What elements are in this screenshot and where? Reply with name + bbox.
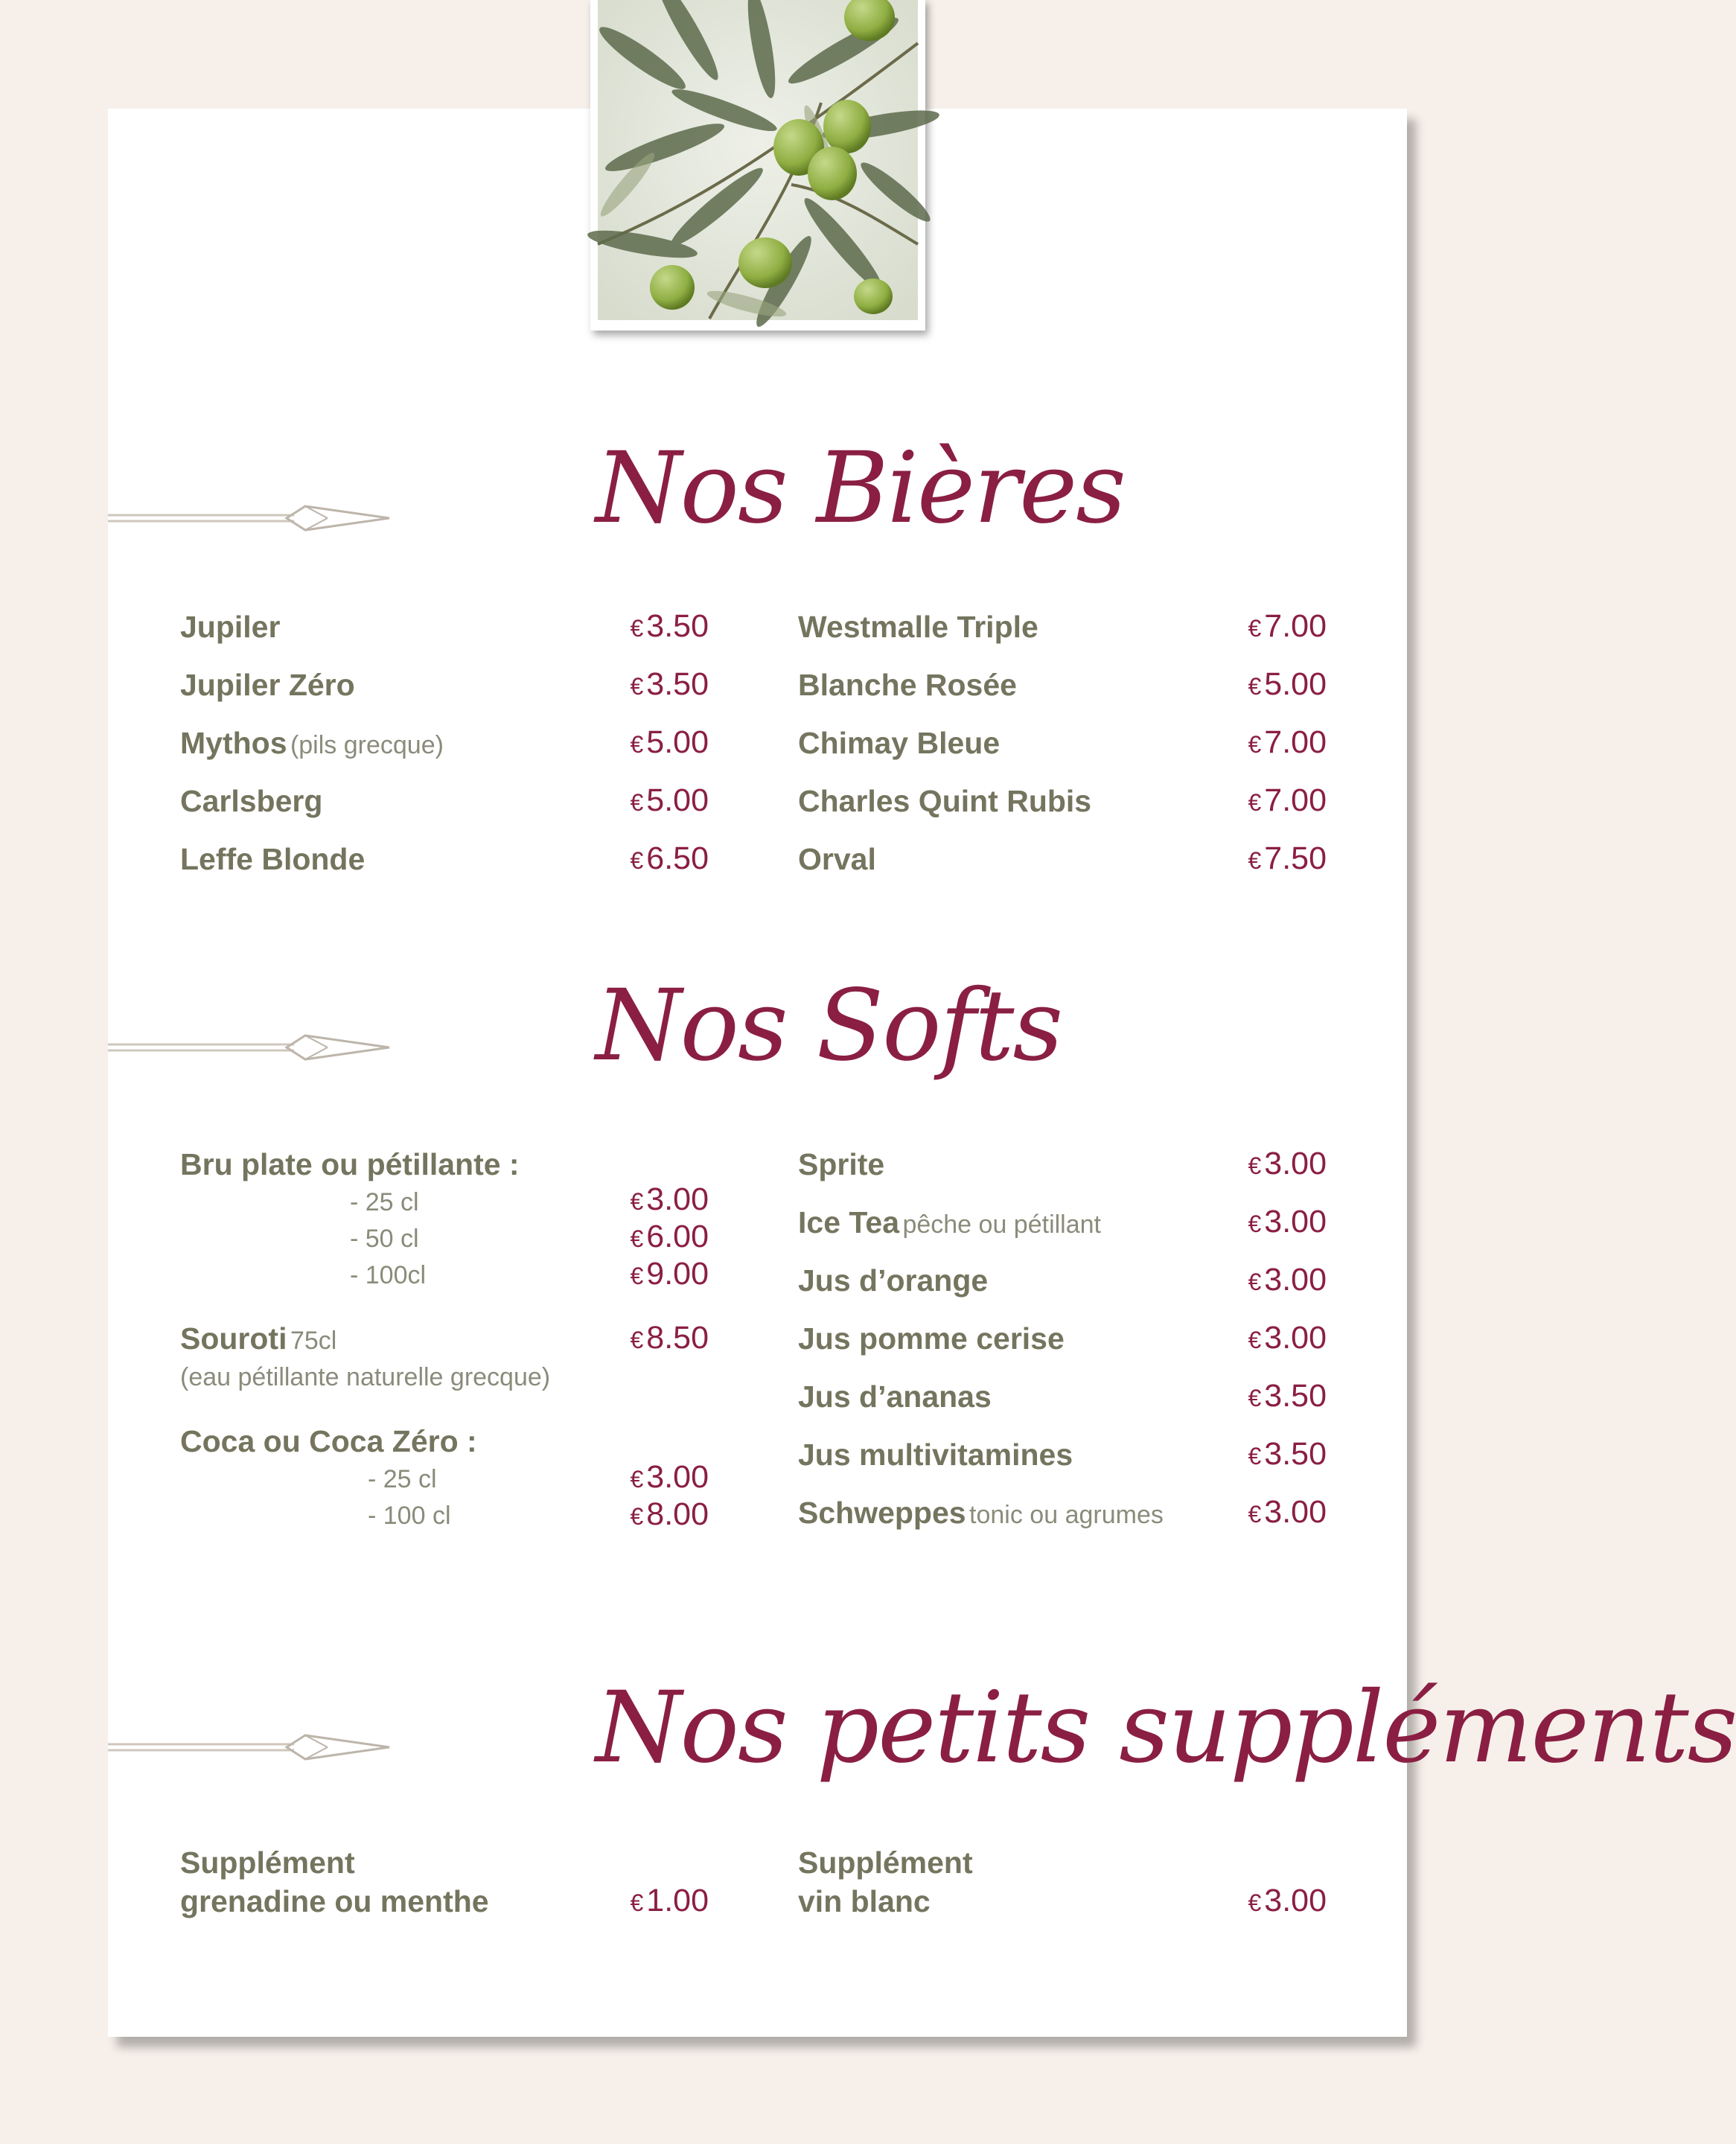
soft-price: €3.00: [1248, 1320, 1327, 1356]
beer-price: €7.00: [1248, 608, 1327, 644]
soft-price: €3.00: [1248, 1204, 1327, 1240]
beer-name: Jupiler: [180, 610, 281, 644]
beer-price: €7.50: [1248, 840, 1327, 876]
soft-price: €3.00: [1248, 1146, 1327, 1181]
supplements-title: Nos petits suppléments: [596, 1671, 1736, 1785]
supplement-label: vin blanc: [798, 1884, 931, 1918]
beer-name: Charles Quint Rubis: [798, 784, 1092, 818]
soft-price: €3.50: [1248, 1378, 1327, 1414]
soft-name: Jus multivitamines: [798, 1438, 1073, 1472]
soft-price: €3.00: [1248, 1262, 1327, 1298]
soft-item: Souroti 75cl: [180, 1321, 337, 1356]
beer-item: Mythos (pils grecque): [180, 726, 444, 760]
supplement-label: Supplément: [180, 1845, 355, 1880]
section-arrow-supplements: [108, 1732, 391, 1762]
soft-size: - 50 cl: [350, 1225, 419, 1253]
beer-name: Orval: [798, 842, 876, 876]
supplement-label: grenadine ou menthe: [180, 1884, 489, 1918]
beers-title: Nos Bières: [596, 431, 1125, 546]
section-arrow-beers: [108, 503, 391, 533]
beer-name: Carlsberg: [180, 784, 323, 818]
soft-name: Sprite: [798, 1147, 885, 1181]
soft-price: €9.00: [630, 1256, 709, 1292]
soft-price: €6.00: [630, 1219, 709, 1254]
beer-price: €7.00: [1248, 782, 1327, 818]
soft-price: €3.00: [1248, 1494, 1327, 1530]
section-arrow-softs: [108, 1033, 391, 1062]
soft-price: €8.00: [630, 1496, 709, 1532]
soft-name: Bru plate ou pétillante :: [180, 1147, 520, 1181]
soft-name: Coca ou Coca Zéro :: [180, 1424, 477, 1458]
soft-size: - 25 cl: [368, 1465, 437, 1493]
beer-price: €5.00: [630, 782, 709, 818]
supplement-price: €1.00: [630, 1883, 709, 1918]
beer-price: €7.00: [1248, 724, 1327, 760]
soft-item: Ice Tea pêche ou pétillant: [798, 1205, 1101, 1240]
olive-branch-image: [598, 0, 918, 320]
soft-size: - 100cl: [350, 1261, 427, 1289]
soft-size: - 100 cl: [368, 1502, 451, 1530]
beer-price: €3.50: [630, 666, 709, 702]
supplement-label: Supplément: [798, 1845, 973, 1880]
beer-price: €5.00: [1248, 666, 1327, 702]
beer-price: €5.00: [630, 724, 709, 760]
soft-name: Jus pomme cerise: [798, 1321, 1065, 1356]
soft-price: €3.00: [630, 1181, 709, 1217]
beer-price: €3.50: [630, 608, 709, 644]
soft-price: €3.50: [1248, 1436, 1327, 1472]
beer-price: €6.50: [630, 840, 709, 876]
soft-name: Jus d’orange: [798, 1263, 989, 1298]
soft-size: - 25 cl: [350, 1188, 419, 1216]
beer-name: Blanche Rosée: [798, 668, 1017, 702]
soft-price: €8.50: [630, 1320, 709, 1356]
beer-name: Jupiler Zéro: [180, 668, 355, 702]
softs-title: Nos Softs: [596, 969, 1062, 1083]
olive-photo-frame: [590, 0, 925, 331]
soft-item: Schweppes tonic ou agrumes: [798, 1496, 1164, 1530]
beer-name: Leffe Blonde: [180, 842, 366, 876]
supplement-price: €3.00: [1248, 1883, 1327, 1918]
beer-name: Chimay Bleue: [798, 726, 1001, 760]
beer-name: Westmalle Triple: [798, 610, 1038, 644]
soft-price: €3.00: [630, 1459, 709, 1495]
soft-name: Jus d’ananas: [798, 1379, 992, 1414]
soft-description: (eau pétillante naturelle grecque): [180, 1363, 551, 1391]
